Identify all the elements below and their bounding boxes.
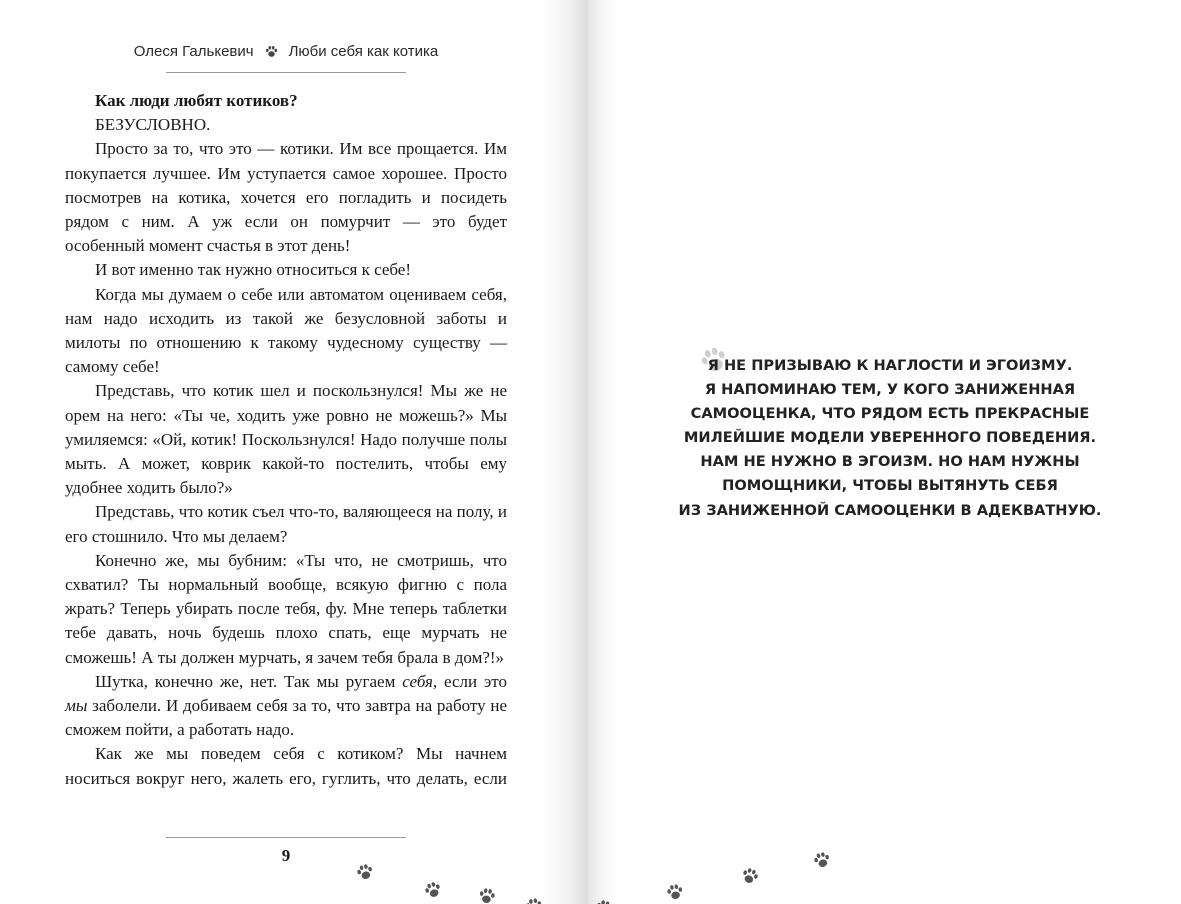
paw-icon	[592, 896, 616, 904]
paw-icon	[420, 877, 446, 903]
section-heading: Как люди любят котиков?	[95, 91, 298, 110]
page-number: 9	[281, 846, 291, 865]
paragraph: БЕЗУСЛОВНО.	[95, 115, 211, 135]
quote-line: САМООЦЕНКА, ЧТО РЯДОМ ЕСТЬ ПРЕКРАСНЫЕ	[690, 405, 1090, 423]
text-run: , если это	[432, 671, 507, 691]
book-title: Люби себя как котика	[288, 42, 439, 60]
paw-icon	[663, 880, 686, 903]
paw-icon	[522, 894, 545, 904]
left-page	[0, 0, 588, 904]
quote-line: НАМ НЕ НУЖНО В ЭГОИЗМ. НО НАМ НУЖНЫ	[700, 453, 1080, 471]
paw-icon	[264, 44, 279, 59]
text-run: заболели. И добиваем себя за то, что завтра на работу не сможем пойти, а работать надо.	[65, 696, 507, 740]
body-text	[65, 89, 507, 791]
quote-line: ИЗ ЗАНИЖЕННОЙ САМООЦЕНКИ В АДЕКВАТНУЮ.	[678, 501, 1102, 519]
emphasis: мы	[65, 696, 88, 716]
paragraph: Конечно же, мы бубним: «Ты что, не смотришь, что схватил? Ты нормальный вообще, всякую фигню с пола жрать? Теперь убирать после тебя, фу. Мне теперь таблетки тебе давать, ночь будешь плохо спать, еще мурчать не сможешь! А ты должен мурчать, я зачем тебя брала в дом?!»	[65, 550, 507, 667]
paw-icon	[737, 863, 763, 889]
paw-icon	[810, 848, 834, 872]
paragraph: Представь, что котик шел и поскользнулся! Мы же не орем на него: «Ты че, ходить уже ровно не можешь?» Мы умиляемся: «Ой, котик! Поскользнулся! Надо получше полы мыть. А может, коврик какой-то постелить, чтобы ему удобнее ходить было?»	[65, 381, 507, 498]
footer-rule	[166, 837, 406, 838]
emphasis: себя	[402, 671, 433, 691]
quote-line: ПОМОЩНИКИ, ЧТОБЫ ВЫТЯНУТЬ СЕБЯ	[722, 477, 1058, 495]
header-rule	[166, 72, 406, 73]
paragraph: Когда мы думаем о себе или автоматом оцениваем себя, нам надо исходить из такой же безусловной заботы и милоты по отношению к такому чудесному существу — самому себе!	[65, 284, 507, 377]
paragraph	[65, 670, 507, 743]
quote-line: Я НЕ ПРИЗЫВАЮ К НАГЛОСТИ И ЭГОИЗМУ.	[707, 357, 1073, 374]
quote-line: МИЛЕЙШИЕ МОДЕЛИ УВЕРЕННОГО ПОВЕДЕНИЯ.	[683, 429, 1097, 447]
quote-line: Я НАПОМИНАЮ ТЕМ, У КОГО ЗАНИЖЕННАЯ	[704, 381, 1076, 399]
author-name: Олеся Галькевич	[133, 42, 254, 60]
running-head	[133, 40, 439, 62]
paragraph: Представь, что котик съел что-то, валяющееся на полу, и его стошнило. Что мы делаем?	[65, 502, 507, 546]
paw-icon	[353, 860, 377, 884]
paw-icon	[475, 884, 498, 904]
paragraph: Просто за то, что это — котики. Им все прощается. Им покупается лучшее. Им уступается самое хорошее. Просто посмотрев на котика, хочется его погладить и посидеть рядом с ним. А уж если он помурчит — это будет особенный момент счастья в этот день!	[65, 139, 507, 256]
quote-block	[640, 354, 1140, 523]
paragraph: Как же мы поведем себя с котиком? Мы начнем носиться вокруг него, жалеть его, гуглить, что делать, если	[65, 744, 507, 788]
text-run: Шутка, конечно же, нет. Так мы ругаем	[95, 671, 403, 691]
paragraph: И вот именно так нужно относиться к себе!	[95, 260, 412, 280]
